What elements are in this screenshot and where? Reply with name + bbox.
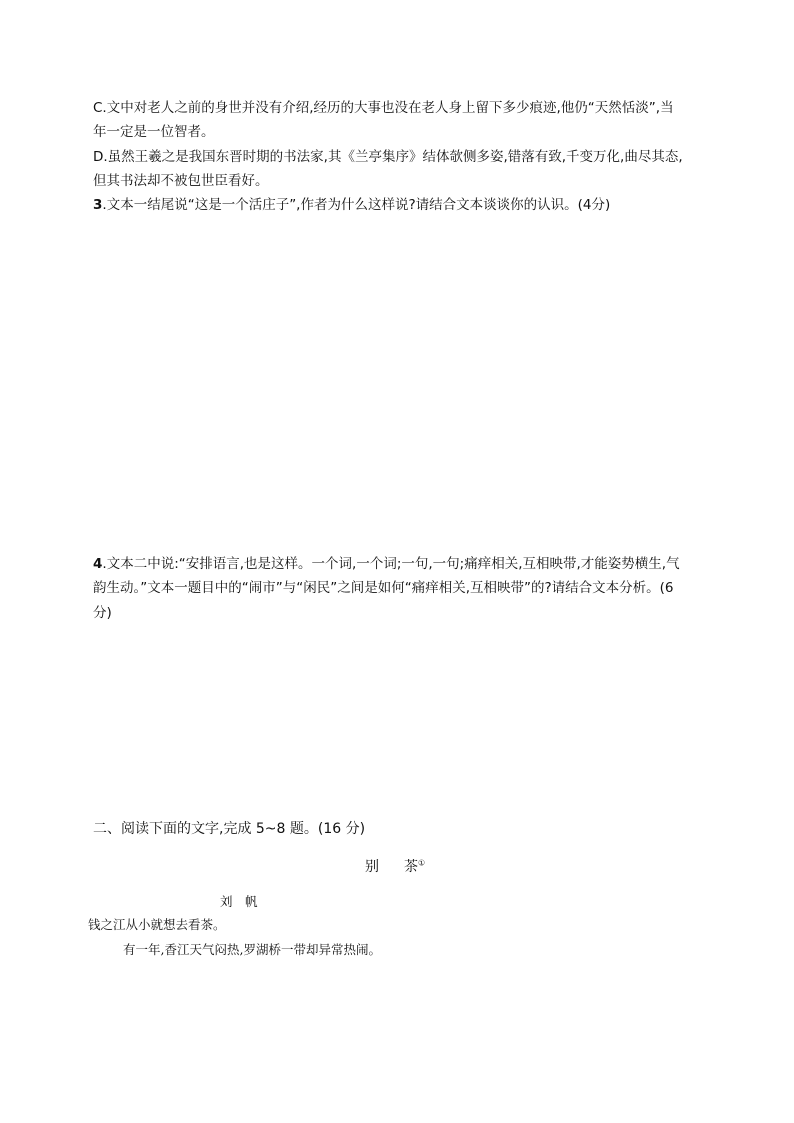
option-d-line-2: 但其书法却不被包世臣看好。 bbox=[93, 173, 269, 189]
question-3-text: .文本一结尾说“这是一个活庄子”,作者为什么这样说?请结合文本谈谈你的认识。(4分) bbox=[102, 197, 611, 213]
footnote-marker: ① bbox=[418, 858, 426, 868]
option-c-line-1: C.文中对老人之前的身世并没有介绍,经历的大事也没在老人身上留下多少痕迹,他仍“天然恬淡”,当 bbox=[93, 100, 674, 116]
option-c-line-2: 年一定是一位智者。 bbox=[93, 124, 215, 140]
question-3-number: 3 bbox=[93, 197, 103, 213]
option-d-line-1: D.虽然王羲之是我国东晋时期的书法家,其《兰亭集序》结体欹侧多姿,错落有致,千变万化,曲尽其态, bbox=[93, 149, 683, 165]
story-title-char-2: 茶① bbox=[404, 858, 426, 875]
question-4-number: 4 bbox=[93, 556, 103, 572]
story-author: 刘 帆 bbox=[220, 894, 258, 909]
story-title-char-1: 别 bbox=[365, 859, 379, 875]
section-2-heading: 二、阅读下面的文字,完成 5~8 题。(16 分) bbox=[93, 821, 366, 837]
question-4-line-1: 4.文本二中说:“安排语言,也是这样。一个词,一个词;一句,一句;痛痒相关,互相映带,才能姿势横生,气 bbox=[93, 556, 680, 572]
question-4-line-3: 分) bbox=[93, 605, 112, 621]
question-4-line-2: 韵生动。”文本一题目中的“闹市”与“闲民”之间是如何“痛痒相关,互相映带”的?请结合文本分析。(6 bbox=[93, 580, 674, 596]
question-3 bbox=[93, 195, 610, 215]
story-paragraph-2: 有一年,香江天气闷热,罗湖桥一带却异常热闹。 bbox=[123, 942, 381, 957]
story-paragraph-1: 钱之江从小就想去看茶。 bbox=[88, 917, 226, 932]
